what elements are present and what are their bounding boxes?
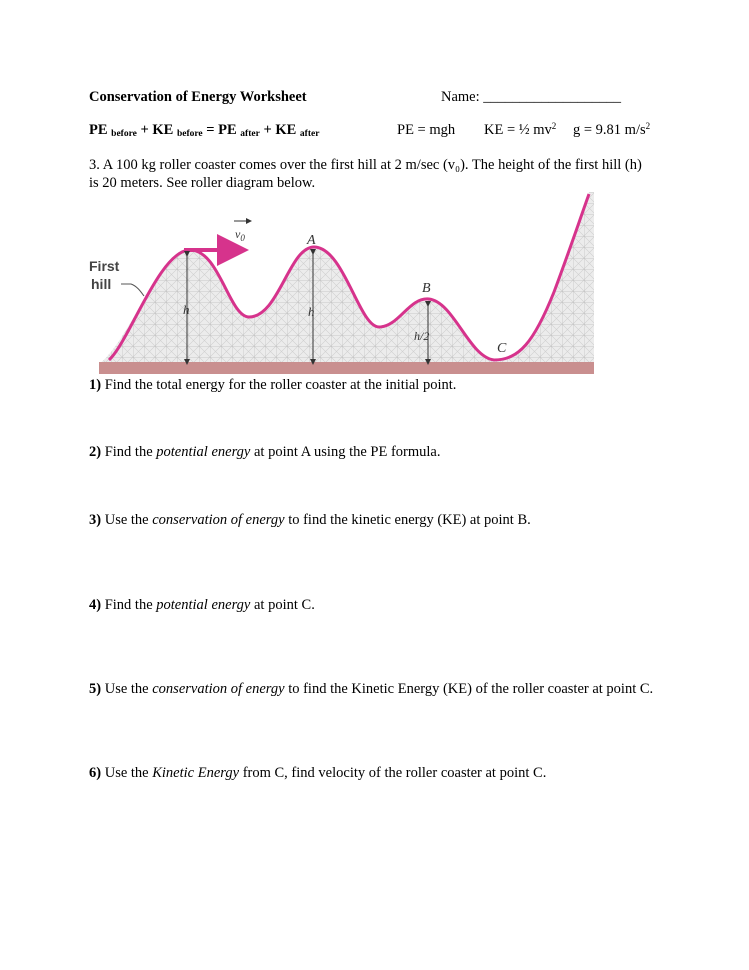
plus-sign: + bbox=[263, 122, 272, 138]
question-text: at point A using the PE formula. bbox=[250, 444, 441, 460]
question-text: to find the kinetic energy (KE) at point B. bbox=[284, 512, 531, 528]
name-blank: ___________________ bbox=[483, 89, 622, 105]
first-hill-pointer bbox=[121, 284, 144, 296]
label-h-half: h/2 bbox=[414, 329, 430, 343]
conservation-equation bbox=[89, 122, 319, 139]
question-1 bbox=[89, 377, 456, 394]
question-emphasis: Kinetic Energy bbox=[152, 765, 240, 781]
question-text: to find the Kinetic Energy (KE) of the roller coaster at point C. bbox=[284, 681, 654, 697]
v0-letter: v bbox=[235, 227, 241, 241]
question-number: 4) bbox=[89, 597, 102, 613]
question-number: 6) bbox=[89, 765, 102, 781]
label-hill: hill bbox=[91, 276, 112, 292]
problem-line-1: 3. A 100 kg roller coaster comes over the first hill at 2 m/sec (v₀). The height of the first hill (h) bbox=[89, 157, 642, 173]
question-number: 5) bbox=[89, 681, 102, 697]
g-formula bbox=[573, 122, 650, 139]
question-text: Use the bbox=[101, 512, 153, 528]
question-emphasis: conservation of energy bbox=[152, 681, 285, 697]
question-4 bbox=[89, 597, 315, 614]
question-text: Use the bbox=[101, 765, 153, 781]
pe-formula: PE = mgh bbox=[397, 122, 456, 138]
before-subscript: before bbox=[176, 129, 203, 139]
roller-coaster-diagram bbox=[89, 192, 594, 376]
question-text: Find the bbox=[101, 597, 157, 613]
question-text: Find the total energy for the roller coaster at the initial point. bbox=[101, 377, 457, 393]
question-2 bbox=[89, 444, 440, 461]
question-text: from C, find velocity of the roller coaster at point C. bbox=[239, 765, 547, 781]
name-label: Name: bbox=[441, 89, 480, 105]
label-h-first: h bbox=[183, 302, 190, 317]
after-subscript: after bbox=[299, 129, 320, 139]
question-text: Find the bbox=[101, 444, 157, 460]
question-number: 2) bbox=[89, 444, 102, 460]
label-c: C bbox=[497, 341, 507, 356]
label-v0 bbox=[235, 227, 245, 243]
worksheet-title: Conservation of Energy Worksheet bbox=[89, 89, 307, 105]
ke-formula bbox=[484, 122, 556, 139]
ground-strip bbox=[99, 362, 594, 374]
ke-exponent: 2 bbox=[551, 121, 557, 131]
question-number: 3) bbox=[89, 512, 102, 528]
pe-term: PE bbox=[218, 122, 237, 138]
label-a: A bbox=[307, 233, 316, 248]
plus-sign: + bbox=[140, 122, 149, 138]
name-field[interactable] bbox=[441, 89, 621, 106]
before-subscript: before bbox=[111, 129, 137, 139]
pe-term: PE bbox=[89, 122, 108, 138]
question-emphasis: potential energy bbox=[156, 597, 251, 613]
label-first: First bbox=[89, 258, 120, 274]
label-b: B bbox=[422, 281, 431, 296]
question-emphasis: potential energy bbox=[156, 444, 251, 460]
problem-line-2: is 20 meters. See roller diagram below. bbox=[89, 175, 316, 191]
question-text: Use the bbox=[101, 681, 153, 697]
g-exponent: 2 bbox=[645, 121, 651, 131]
question-text: at point C. bbox=[250, 597, 315, 613]
question-3 bbox=[89, 512, 531, 529]
question-emphasis: conservation of energy bbox=[152, 512, 285, 528]
ke-formula-text: KE = ½ mv bbox=[484, 122, 552, 138]
equals-sign: = bbox=[206, 122, 215, 138]
ke-term: KE bbox=[275, 122, 297, 138]
g-formula-text: g = 9.81 m/s bbox=[573, 122, 646, 138]
question-6 bbox=[89, 765, 546, 782]
label-h-a: h bbox=[308, 304, 315, 319]
ke-term: KE bbox=[152, 122, 174, 138]
v0-subscript: 0 bbox=[240, 233, 245, 243]
question-number: 1) bbox=[89, 377, 102, 393]
after-subscript: after bbox=[240, 129, 260, 139]
question-5 bbox=[89, 681, 653, 698]
